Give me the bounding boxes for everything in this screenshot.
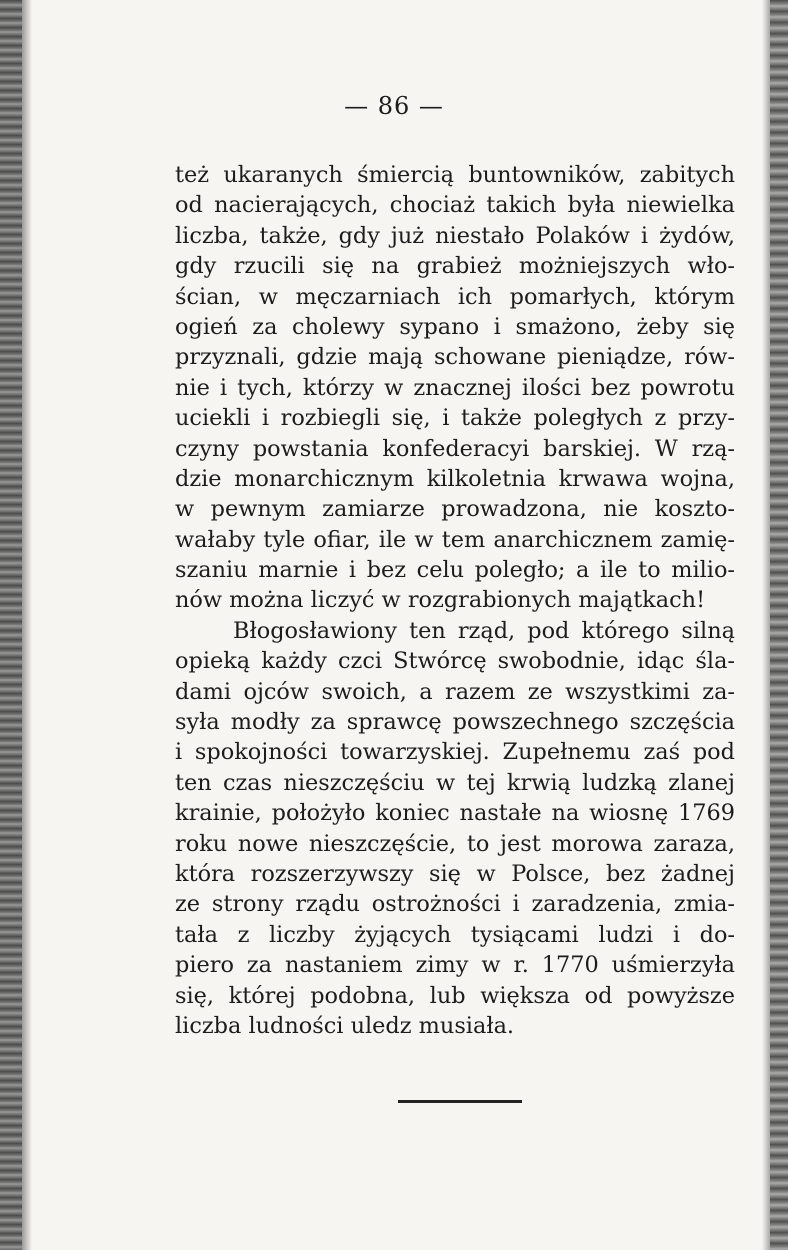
- text-line: też ukaranych śmiercią buntowników, zabitych: [175, 162, 735, 188]
- text-line: dzie monarchicznym kilkoletnia krwawa wojna,: [175, 465, 735, 492]
- text-line: uciekli i rozbiegli się, i także poległych z przy-: [175, 405, 735, 432]
- text-line: i spokojności towarzyskiej. Zupełnemu zaś pod: [175, 739, 735, 766]
- text-line: liczba ludności uledz musiała.: [175, 1012, 515, 1039]
- end-rule: [398, 1100, 522, 1103]
- text-line: w pewnym zamiarze prowadzona, nie koszto-: [175, 496, 735, 523]
- text-line: która rozszerzywszy się w Polsce, bez żadnej: [175, 860, 735, 887]
- text-line: od nacierających, chociaż takich była niewielka: [175, 192, 735, 219]
- text-line: syła modły za sprawcę powszechnego szczęścia: [175, 709, 735, 736]
- text-line: liczba, także, gdy już niestało Polaków i żydów,: [175, 222, 735, 249]
- text-line: piero za nastaniem zimy w r. 1770 uśmierzyła: [175, 952, 735, 979]
- text-line: ogień za cholewy sypano i smażono, żeby się: [175, 313, 735, 340]
- text-line: ten czas nieszczęściu w tej krwią ludzką zlanej: [175, 769, 735, 796]
- text-line: ze strony rządu ostrożności i zaradzenia, zmia-: [175, 891, 735, 918]
- binding-shadow-right: [762, 0, 770, 1250]
- binding-edge-right: [770, 0, 788, 1250]
- paragraph-first-line: Błogosławiony ten rząd, pod którego silną: [233, 617, 735, 644]
- page-number: — 86 —: [344, 92, 444, 120]
- binding-shadow-left: [22, 0, 32, 1250]
- text-line: szaniu marnie i bez celu poległo; a ile to milio-: [175, 557, 735, 584]
- text-line: dami ojców swoich, a razem ze wszystkimi za-: [175, 678, 735, 705]
- binding-edge-left: [0, 0, 22, 1250]
- text-line: krainie, położyło koniec nastałe na wiosnę 1769: [175, 800, 735, 827]
- text-line: przyznali, gdzie mają schowane pieniądze, rów-: [175, 344, 735, 371]
- text-line: opieką każdy czci Stwórcę swobodnie, idąc śla-: [175, 648, 735, 675]
- text-line: roku nowe nieszczęście, to jest morowa zaraza,: [175, 830, 735, 857]
- text-line: czyny powstania konfederacyi barskiej. W rzą-: [175, 435, 735, 462]
- text-line: gdy rzucili się na grabież możniejszych wło-: [175, 253, 735, 280]
- text-line: wałaby tyle ofiar, ile w tem anarchicznem zamię-: [175, 526, 735, 553]
- text-line: ścian, w męczarniach ich pomarłych, którym: [175, 283, 735, 310]
- text-line: się, której podobna, lub większa od powyższe: [175, 982, 735, 1009]
- text-line: nie i tych, którzy w znacznej ilości bez powrotu: [175, 374, 735, 401]
- text-line: nów można liczyć w rozgrabionych majątkach!: [175, 587, 706, 614]
- text-line: tała z liczby żyjących tysiącami ludzi i do-: [175, 921, 735, 948]
- body-text: [175, 160, 735, 1041]
